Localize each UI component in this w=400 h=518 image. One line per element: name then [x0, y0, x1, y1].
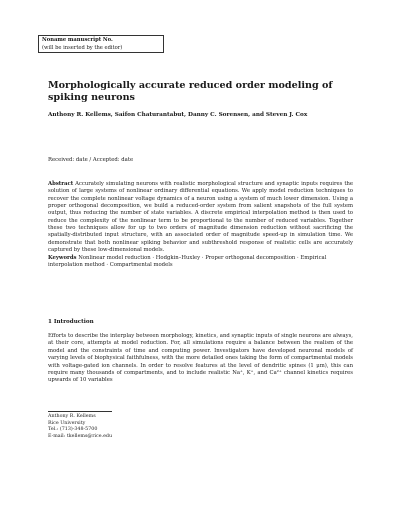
- contact-tel: Tel.: (713)-348-5700: [48, 427, 98, 433]
- abstract-text: Accurately simulating neurons with realistic morphological structure and synaptic inputs requires the solution of large systems of nonlinear ordinary differential equations. We apply model reduction techniques to recover the complete nonlinear voltage dynamics of a neuron using a system of much lower dimension. Using a proper orthogonal decomposition, we build a reduced-order system from salient snapshots of the full system output, thus reducing the number of state variables. A discrete empirical interpolation method is then used to reduce the complexity of the nonlinear term to be proportional to the number of reduced variables. Together these two techniques allow for up to two orders of magnitude dimension reduction without sacrificing the spatially-distributed input structure, with an associated order of magnitude speed-up in simulation time. We demonstrate that both nonlinear spiking behavior and subthreshold response of realistic cells are accurately captured by these low-dimensional models.: [48, 181, 353, 254]
- manuscript-number: Noname manuscript No.: [42, 37, 113, 43]
- contact-affiliation: Rice University: [48, 420, 86, 426]
- section-body: Efforts to describe the interplay between morphology, kinetics, and synaptic inputs of single neurons are always, at their core, attempts at model reduction. For, all simulations require a balance between the realism of the model and the constraints of time and computing power. Investigators have developed neuronal models of varying levels of biophysical faithfulness, with the more detailed ones taking the form of compartmental models with voltage-gated ion channels. In order to resolve features at the level of dendritic spines (1 μm), this can require many thousands of compartments, and to include realistic Na⁺, K⁺, and Ca²⁺ channel kinetics requires upwards of 10 variables: [48, 333, 353, 384]
- received-date: Received: date / Accepted: date: [48, 157, 134, 163]
- author-contact: [48, 414, 248, 440]
- paper-title: Morphologically accurate reduced order modeling of spiking neurons: [48, 80, 333, 103]
- manuscript-info-box: [38, 35, 164, 53]
- section-heading: 1 Introduction: [48, 319, 94, 325]
- author-list: Anthony R. Kellems, Saifon Chaturantabut, Danny C. Sorensen, and Steven J. Cox: [48, 112, 308, 118]
- abstract: [48, 181, 353, 254]
- keywords-label: Keywords: [48, 255, 77, 261]
- editor-note: (will be inserted by the editor): [42, 44, 123, 51]
- abstract-label: Abstract: [48, 181, 74, 187]
- keywords: [48, 255, 353, 270]
- contact-email: E-mail: tkellems@rice.edu: [48, 433, 113, 439]
- footnote-divider: [48, 411, 112, 412]
- keywords-text: Nonlinear model reduction · Hodgkin–Huxley · Proper orthogonal decomposition · Empirical interpolation method · Compartmental models: [48, 255, 327, 269]
- contact-name: Anthony R. Kellems: [48, 414, 96, 419]
